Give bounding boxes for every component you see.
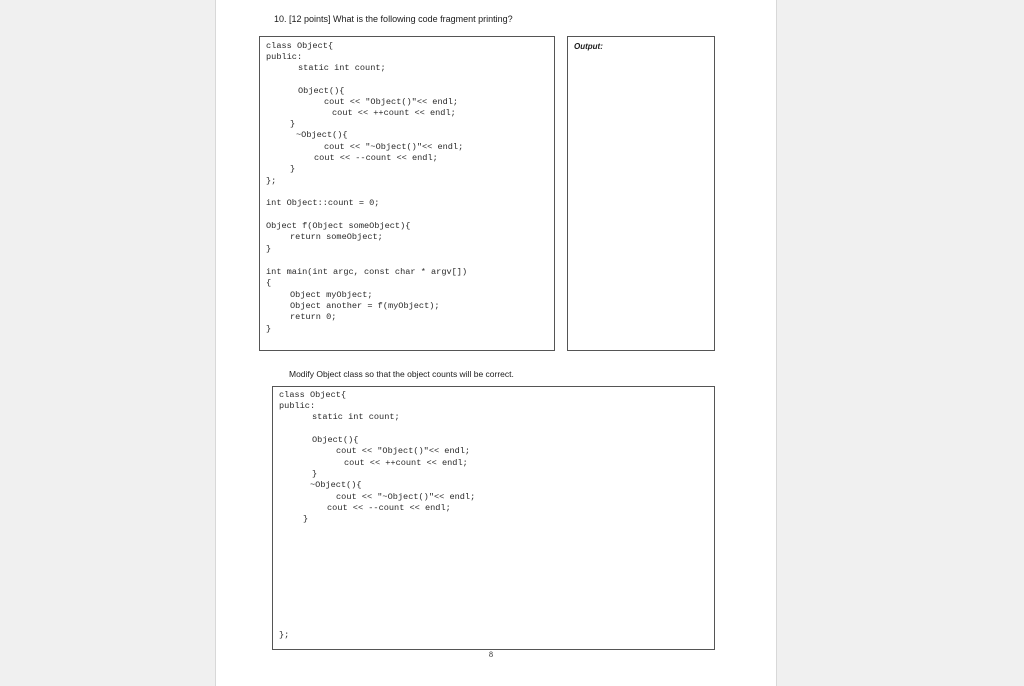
code-line: cout << "Object()"<< endl;: [336, 446, 471, 456]
code-box-modify: [272, 386, 715, 650]
code-line: Object another = f(myObject);: [290, 301, 440, 311]
code-line: };: [266, 176, 277, 186]
code-line: }: [266, 244, 272, 254]
code-line: cout << --count << endl;: [314, 153, 438, 163]
code-line: }: [303, 514, 309, 524]
code-line: int Object::count = 0;: [266, 198, 380, 208]
code-line: }: [266, 324, 272, 334]
code-line: ~Object(){: [310, 480, 362, 490]
code-line: }: [290, 119, 296, 129]
code-line: class Object{: [279, 390, 347, 400]
code-line: int main(int argc, const char * argv[]): [266, 267, 468, 277]
code-line: Object myObject;: [290, 290, 373, 300]
output-label: Output:: [574, 42, 603, 51]
code-line: static int count;: [312, 412, 400, 422]
page-number: 8: [489, 650, 493, 659]
question-title: 10. [12 points] What is the following code fragment printing?: [274, 14, 513, 24]
code-line: }: [312, 469, 318, 479]
code-line: cout << "~Object()"<< endl;: [324, 142, 464, 152]
code-line: return 0;: [290, 312, 337, 322]
code-line: cout << "~Object()"<< endl;: [336, 492, 476, 502]
code-line: {: [266, 278, 272, 288]
code-line: }: [290, 164, 296, 174]
code-line: return someObject;: [290, 232, 383, 242]
code-line: public:: [266, 52, 303, 62]
code-line: ~Object(){: [296, 130, 348, 140]
output-box: [567, 36, 715, 351]
code-line: class Object{: [266, 41, 334, 51]
instruction-text: Modify Object class so that the object counts will be correct.: [289, 369, 514, 379]
code-line: public:: [279, 401, 316, 411]
code-line: Object(){: [298, 86, 345, 96]
code-line: };: [279, 630, 290, 640]
code-line: cout << "Object()"<< endl;: [324, 97, 459, 107]
code-line: cout << --count << endl;: [327, 503, 451, 513]
code-line: cout << ++count << endl;: [332, 108, 456, 118]
code-line: Object(){: [312, 435, 359, 445]
code-line: static int count;: [298, 63, 386, 73]
code-line: cout << ++count << endl;: [344, 458, 468, 468]
code-line: Object f(Object someObject){: [266, 221, 411, 231]
